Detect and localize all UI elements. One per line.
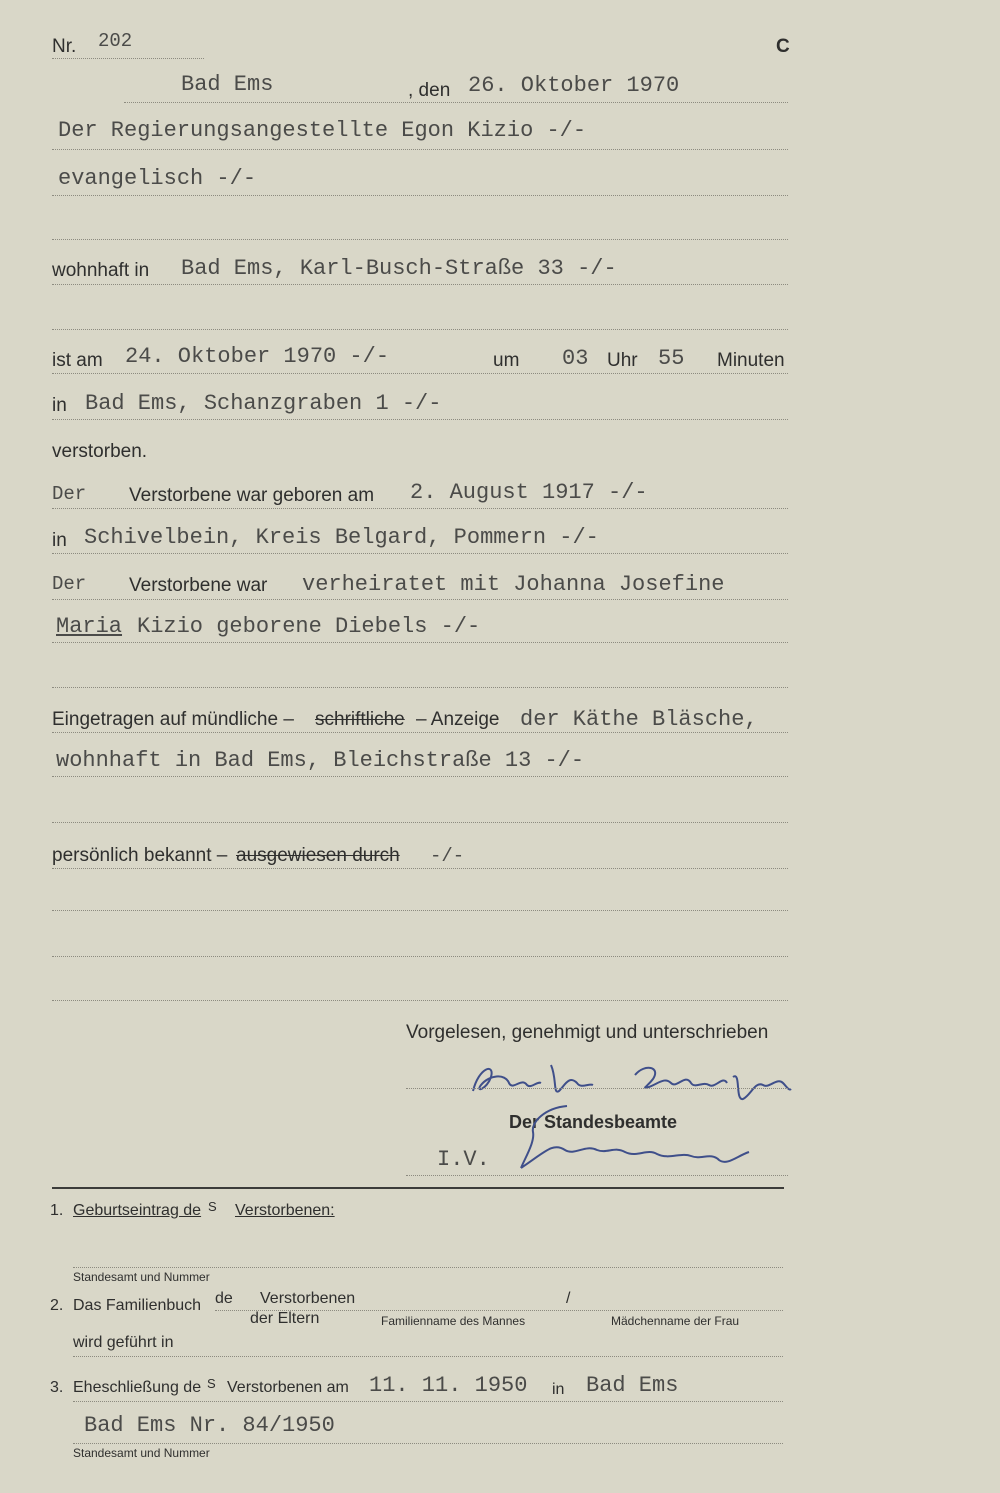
- footer-item1-label-a: Geburtseintrag de: [73, 1202, 202, 1219]
- blank-rule-2: [52, 329, 788, 330]
- footer-item2-de: de: [215, 1290, 233, 1307]
- iv-label: I.V.: [437, 1147, 490, 1172]
- footer-item3-in: in: [552, 1381, 565, 1398]
- footer-item3-label-a: Eheschließung de: [73, 1379, 202, 1396]
- declarant-line-1: Der Regierungsangestellte Egon Kizio -/-: [58, 118, 587, 143]
- blank-rule-6: [52, 956, 788, 957]
- registration-value-1: der Käthe Bläsche,: [520, 707, 758, 732]
- footer-item1-num: 1.: [50, 1202, 64, 1219]
- nr-line: [52, 58, 204, 59]
- footer-standesamt-label-1: Standesamt und Nummer: [73, 1270, 210, 1284]
- den-label: , den: [408, 80, 451, 101]
- minuten-label: Minuten: [717, 350, 785, 371]
- blank-rule-3: [52, 687, 788, 688]
- date-line: [124, 102, 788, 103]
- birth-place-rule: [52, 553, 788, 554]
- death-minutes: 55: [658, 346, 685, 371]
- footer-item3-date: 11. 11. 1950: [369, 1373, 528, 1398]
- registration-rule-2: [52, 776, 788, 777]
- verstorben-label: verstorben.: [52, 441, 148, 462]
- footer-item3-registry-rule: [73, 1443, 783, 1444]
- identity-rule: [52, 868, 788, 869]
- footer-item1-label-s: S: [208, 1199, 217, 1214]
- marital-line-1: verheiratet mit Johanna Josefine: [302, 572, 725, 597]
- residence-rule: [52, 284, 788, 285]
- residence-value: Bad Ems, Karl-Busch-Straße 33 -/-: [181, 256, 617, 281]
- read-approved-label: Vorgelesen, genehmigt und unterschrieben: [406, 1022, 769, 1043]
- footer-item2-slash: /: [566, 1290, 571, 1307]
- declarant-line-1-rule: [52, 149, 788, 150]
- registration-value-2: wohnhaft in Bad Ems, Bleichstraße 13 -/-: [56, 748, 585, 773]
- identity-struck: ausgewiesen durch: [236, 845, 400, 866]
- ist-am-label: ist am: [52, 350, 103, 371]
- registration-rule-1: [52, 732, 788, 733]
- footer-divider: [52, 1187, 784, 1189]
- footer-item2-num: 2.: [50, 1297, 64, 1314]
- marital-line-2-rule: [52, 642, 788, 643]
- um-label: um: [493, 350, 520, 371]
- footer-item1-label-b: Verstorbenen:: [235, 1202, 335, 1219]
- birth-in-label: in: [52, 530, 67, 551]
- birth-place: Schivelbein, Kreis Belgard, Pommern -/-: [84, 525, 599, 550]
- footer-item2-frau: Mädchenname der Frau: [611, 1314, 740, 1328]
- registration-struck: schriftliche: [315, 709, 405, 730]
- footer-item3-place: Bad Ems: [586, 1373, 679, 1398]
- birth-article: Der: [52, 483, 87, 505]
- residence-label: wohnhaft in: [52, 260, 150, 281]
- marital-article: Der: [52, 573, 87, 595]
- blank-rule-5: [52, 910, 788, 911]
- footer-item2-gefuehrt: wird geführt in: [73, 1334, 174, 1351]
- corner-letter: C: [776, 36, 790, 57]
- blank-rule-4: [52, 822, 788, 823]
- footer-item1-rule: [73, 1267, 783, 1268]
- birth-date: 2. August 1917 -/-: [410, 480, 648, 505]
- death-date: 24. Oktober 1970 -/-: [125, 344, 390, 369]
- footer-item3-rule: [73, 1401, 783, 1402]
- uhr-label: Uhr: [607, 350, 638, 371]
- footer-item2-gefuehrt-rule: [73, 1356, 783, 1357]
- footer-item2-label: Das Familienbuch: [73, 1297, 202, 1314]
- place-value: Bad Ems: [181, 72, 274, 97]
- signature-rule-1: [406, 1088, 788, 1089]
- declarant-line-2-rule: [52, 195, 788, 196]
- death-date-rule: [52, 373, 788, 374]
- nr-label: Nr.: [52, 36, 77, 57]
- nr-value: 202: [98, 30, 133, 52]
- footer-item3-num: 3.: [50, 1379, 64, 1396]
- blank-rule-7: [52, 1000, 788, 1001]
- death-place: Bad Ems, Schanzgraben 1 -/-: [85, 391, 442, 416]
- identity-label: persönlich bekannt –: [52, 845, 228, 866]
- marital-line-1-rule: [52, 599, 788, 600]
- blank-rule-1: [52, 239, 788, 240]
- footer-item3-registry: Bad Ems Nr. 84/1950: [84, 1413, 335, 1438]
- identity-value: -/-: [430, 845, 465, 867]
- death-hour: 03: [562, 346, 589, 371]
- death-place-rule: [52, 419, 788, 420]
- signature-official: [505, 1100, 755, 1175]
- footer-item2-eltern: der Eltern: [250, 1310, 320, 1327]
- document-date: 26. Oktober 1970: [468, 73, 680, 98]
- death-in-label: in: [52, 395, 67, 416]
- marital-underlined-name: Maria: [56, 614, 123, 639]
- footer-item3-label-s: S: [207, 1376, 216, 1391]
- birth-label: Verstorbene war geboren am: [129, 485, 375, 506]
- official-label: Der Standesbeamte: [509, 1112, 678, 1132]
- marital-line-2: Kizio geborene Diebels -/-: [137, 614, 481, 639]
- registration-label-end: – Anzeige: [416, 709, 500, 730]
- footer-item2-verstorbenen: Verstorbenen: [260, 1290, 356, 1307]
- registration-label-start: Eingetragen auf mündliche –: [52, 709, 294, 730]
- marital-label: Verstorbene war: [129, 575, 268, 596]
- declarant-line-2: evangelisch -/-: [58, 166, 257, 191]
- signature-rule-2: [406, 1175, 788, 1176]
- birth-date-rule: [52, 508, 788, 509]
- footer-item3-label-b: Verstorbenen am: [227, 1379, 349, 1396]
- footer-standesamt-label-3: Standesamt und Nummer: [73, 1446, 210, 1460]
- footer-item2-mann: Familienname des Mannes: [381, 1314, 526, 1328]
